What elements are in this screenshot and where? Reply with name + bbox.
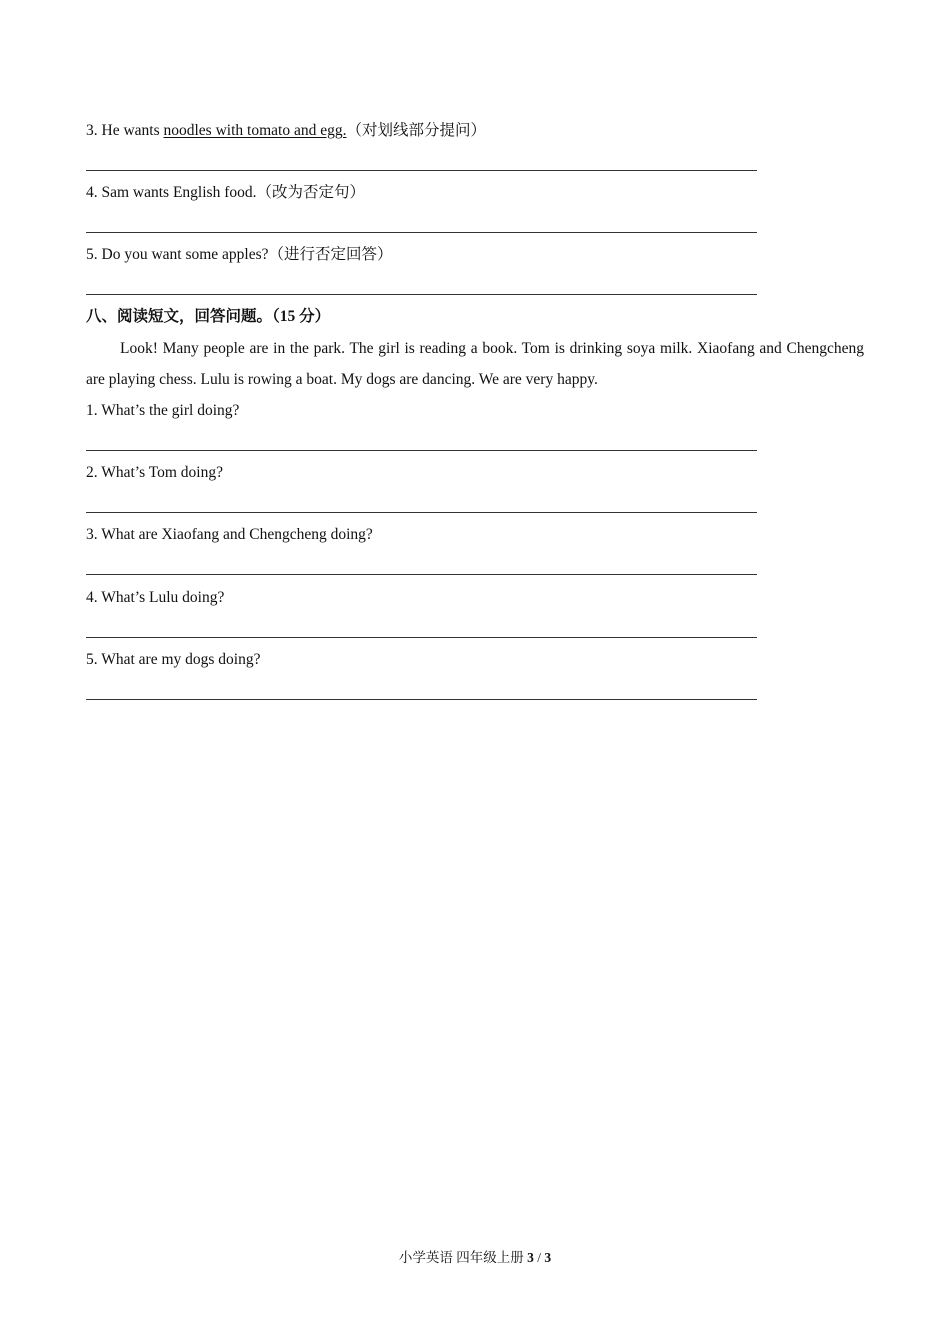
heading-text: 八、阅读短文，回答问题。（ [86,308,280,325]
heading-points: 15 [279,308,296,325]
answer-line[interactable] [86,170,757,171]
heading-text-end: 分） [295,308,331,325]
footer-page-total: 3 [544,1250,552,1265]
reading-passage: Look! Many people are in the park. The girl is reading a book. Tom is drinking soya milk. Xiaofang and Chengcheng are playing chess. Lulu is rowing a boat. My dogs are dancing. We are very happy. [86,340,864,388]
page-footer [0,1246,950,1266]
question-7-3 [86,121,486,141]
underlined-phrase: noodles with tomato and egg. [163,122,347,139]
question-8-2: 2. What’s Tom doing? [86,464,223,481]
footer-page-number: 3 [527,1250,534,1265]
answer-line[interactable] [86,232,757,233]
answer-line[interactable] [86,574,757,575]
footer-label: 小学英语 四年级上册 [398,1250,528,1265]
section-8-heading [86,307,330,327]
question-text: 3. He wants [86,122,164,139]
question-8-1: 1. What’s the girl doing? [86,402,240,419]
instruction-note: （进行否定回答） [268,246,393,263]
instruction-note: （对划线部分提问） [346,122,486,139]
answer-line[interactable] [86,512,757,513]
question-text: 4. Sam wants English food. [86,184,257,201]
question-7-5 [86,245,393,265]
footer-separator: / [533,1250,545,1265]
question-8-4: 4. What’s Lulu doing? [86,589,225,606]
instruction-note: （改为否定句） [256,184,366,201]
question-text: 5. Do you want some apples? [86,246,269,263]
answer-line[interactable] [86,450,757,451]
answer-line[interactable] [86,294,757,295]
question-8-3: 3. What are Xiaofang and Chengcheng doing? [86,526,373,543]
question-7-4 [86,183,365,203]
answer-line[interactable] [86,699,757,700]
answer-line[interactable] [86,637,757,638]
question-8-5: 5. What are my dogs doing? [86,651,261,668]
